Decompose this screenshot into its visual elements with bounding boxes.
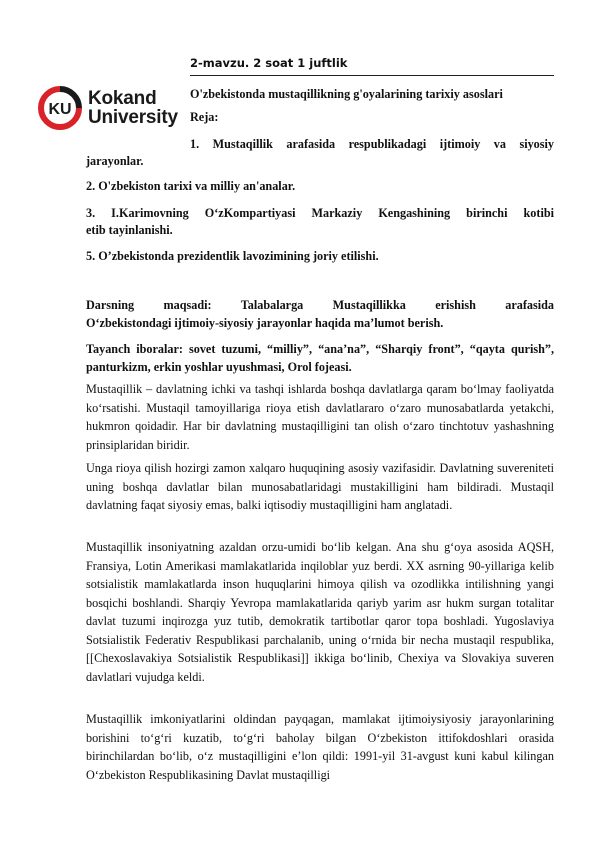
plan-item-1: 1. Mustaqillik arafasida respublikadagi ijtimoiy va siyosiy (190, 137, 554, 151)
ku-logo-icon (38, 86, 82, 130)
paragraph-1: Mustaqillik – davlatning ichki va tashqi ishlarda boshqa davlatlarga qaram bo‘lmay faoliyatda ko‘rsatishi. Mustaqil tamoyillariga rioya etish davlatlararo o‘zaro munosabatlarda yetakchi, hukmron qoidadir. Har bir davlatning mustaqilligini tan olish o‘zaro tinchtotuv yashashning prinsiplaridan biridir. (86, 382, 554, 452)
university-logo (38, 86, 178, 130)
lesson-goal: Darsning maqsadi: Talabalarga Mustaqillikka erishish arafasida (86, 298, 554, 312)
plan-label: Reja: (190, 110, 219, 124)
plan-item-2: 2. O'zbekiston tarixi va milliy an'analar. (86, 179, 296, 193)
paragraph-3: Mustaqillik insoniyatning azaldan orzu-umidi bo‘lib kelgan. Ana shu g‘oya asosida AQSH, Fransiya, Lotin Amerikasi mamlakatlarida inqiloblar yuz berdi. XX asrning 90-yillariga kelib sotsialistik mamlakatlarda inson huquqlarini himoya qilish va ozodlikka intilishning yangi bosqichi boshlandi. Sharqiy Yevropa mamlakatlarida qariyb yarim asr hukm surgan totalitar davlat tuzumi inqirozga yuz tutib, demokratik tartibotlar qaror topa boshladi. Yugoslaviya Sotsialistik Federativ Respublikasi parchalanib, uning o‘rnida bir necha mustaqil respublika, [[Chexoslavakiya Sotsialistik Respublikasi]] ikkiga bo‘linib, Chexiya va Slovakiya suveren davlatlari vujudga keldi. (86, 540, 554, 684)
logo-line-1: Kokand (88, 88, 157, 109)
svg-text:KU: KU (48, 101, 72, 118)
plan-item-3: 3. I.Karimovning O‘zKompartiyasi Markaziy Kengashining birinchi kotibi (86, 206, 554, 220)
plan-item-3-cont: etib tayinlanishi. (86, 223, 173, 237)
paragraph-2: Unga rioya qilish hozirgi zamon xalqaro huquqining asosiy vazifasidir. Davlatning suvereniteti uning boshqa davlatlar bilan munosabatlaridagi mustakilligini ham bildiradi. Mustaqil davlatning faqat siyosiy emas, balki iqtisodiy mustaqilligini ham anglatadi. (86, 461, 554, 512)
paragraph-4: Mustaqillik imkoniyatlarini oldindan payqagan, mamlakat ijtimoiysiyosiy jarayonlarining borishini to‘g‘ri kuzatib, to‘g‘ri baholay bilgan O‘zbekiston ittifokdoshlari orasida birinchilardan bo‘lib, o‘z mustaqilligini e’lon qildi: 1991-yil 31-avgust kuni kabul kilingan O‘zbekiston Respublikasining Davlat mustaqilligi (86, 712, 554, 782)
plan-item-5: 5. O’zbekistonda prezidentlik lavozimining joriy etilishi. (86, 249, 379, 263)
plan-item-1-cont: jarayonlar. (86, 154, 144, 168)
lesson-goal-cont: O‘zbekistondagi ijtimoiy-siyosiy jarayonlar haqida ma’lumot berish. (86, 316, 444, 330)
keywords: Tayanch iboralar: sovet tuzumi, “milliy”, “ana’na”, “Sharqiy front”, “qayta qurish”, panturkizm, erkin yoshlar uyushmasi, Orol fojeasi. (86, 342, 554, 374)
header-title: 2-mavzu. 2 soat 1 juftlik (190, 56, 348, 70)
logo-line-2: University (88, 107, 178, 128)
document-subtitle: O'zbekistonda mustaqillikning g'oyalarining tarixiy asoslari (190, 87, 503, 101)
header-divider (190, 75, 554, 76)
logo-wordmark (88, 89, 178, 127)
